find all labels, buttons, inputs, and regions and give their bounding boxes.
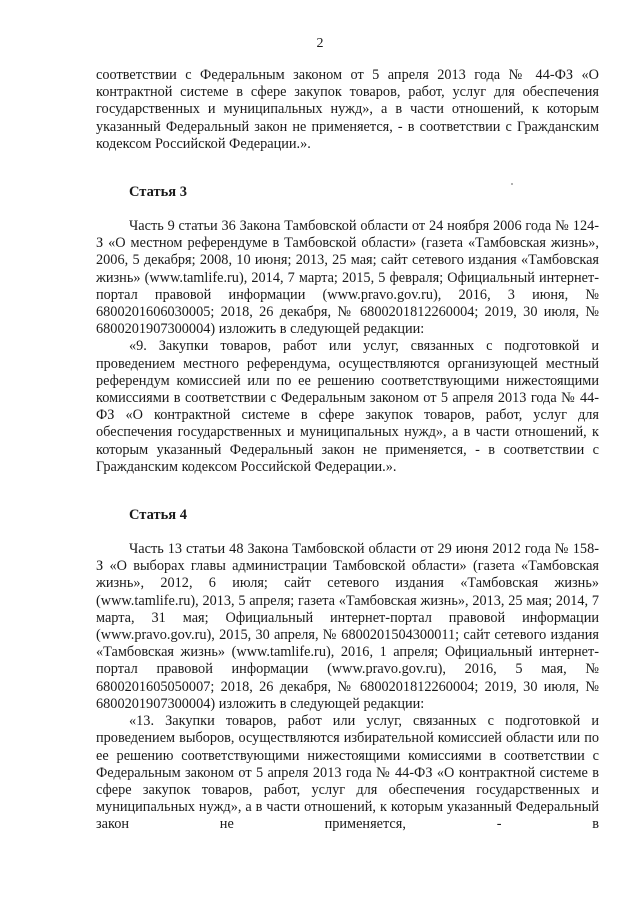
intro-paragraph: соответствии с Федеральным законом от 5 апреля 2013 года № 44-ФЗ «О контрактной системе в сфере закупок товаров, работ, услуг для обеспечения государственных и муниципальных нужд», а в части отношений, к которым указанный Федеральный закон не применяется, - в соответствии с Гражданским кодексом Российской Федерации.».	[96, 67, 599, 152]
article-3-quote: «9. Закупки товаров, работ или услуг, связанных с подготовкой и проведением местного референдума, осуществляются организующей местный референдум комиссией или по ее решению соответствующими нижестоящими комиссиями в соответствии с Федеральным законом от 5 апреля 2013 года № 44-ФЗ «О контрактной системе в сфере закупок товаров, работ, услуг для обеспечения государственных и муниципальных нужд», а в части отношений, к которым указанный Федеральный закон не применяется, - в соответствии с Гражданским кодексом Российской Федерации.».	[96, 338, 599, 475]
article-4-quote: «13. Закупки товаров, работ или услуг, связанных с подготовкой и проведением выборов, осуществляются избирательной комиссией области или по ее решению соответствующими нижестоящими комиссиями в соответствии с Федеральным законом от 5 апреля 2013 года № 44-ФЗ «О контрактной системе в сфере закупок товаров, работ, услуг для обеспечения государственных и муниципальных нужд», а в части отношений, к которым указанный Федеральный закон не применяется, - в	[96, 713, 599, 833]
scan-speck	[511, 183, 513, 185]
article-4-body: Часть 13 статьи 48 Закона Тамбовской области от 29 июня 2012 года № 158-З «О выборах главы администрации Тамбовской области» (газета «Тамбовская жизнь», 2012, 6 июля; сайт сетевого издания «Тамбовская жизнь» (www.tamlife.ru), 2013, 5 апреля; газета «Тамбовская жизнь», 2013, 25 мая; 2014, 7 марта, 31 мая; Официальный интернет-портал правовой информации (www.pravo.gov.ru), 2015, 30 апреля, № 6800201504300011; сайт сетевого издания «Тамбовская жизнь» (www.tamlife.ru), 2016, 1 апреля; Официальный интернет-портал правовой информации (www.pravo.gov.ru), 2016, 5 мая, № 6800201605050007; 2018, 26 декабря, № 6800201812260004; 2019, 30 июля, № 6800201907300004) изложить в следующей редакции:	[96, 541, 599, 712]
article-3-body: Часть 9 статьи 36 Закона Тамбовской области от 24 ноября 2006 года № 124-З «О местном референдуме в Тамбовской области» (газета «Тамбовская жизнь», 2006, 5 декабря; 2008, 10 июня; 2013, 25 мая; сайт сетевого издания «Тамбовская жизнь» (www.tamlife.ru), 2014, 7 марта; 2015, 5 февраля; Официальный интернет-портал правовой информации (www.pravo.gov.ru), 2016, 3 июня, № 6800201606030005; 2018, 26 декабря, № 6800201812260004; 2019, 30 июля, № 6800201907300004) изложить в следующей редакции:	[96, 218, 599, 338]
page-number: 2	[316, 36, 324, 51]
document-body	[96, 67, 599, 834]
article-3-heading: Статья 3	[129, 184, 187, 201]
article-4-heading: Статья 4	[129, 507, 187, 524]
